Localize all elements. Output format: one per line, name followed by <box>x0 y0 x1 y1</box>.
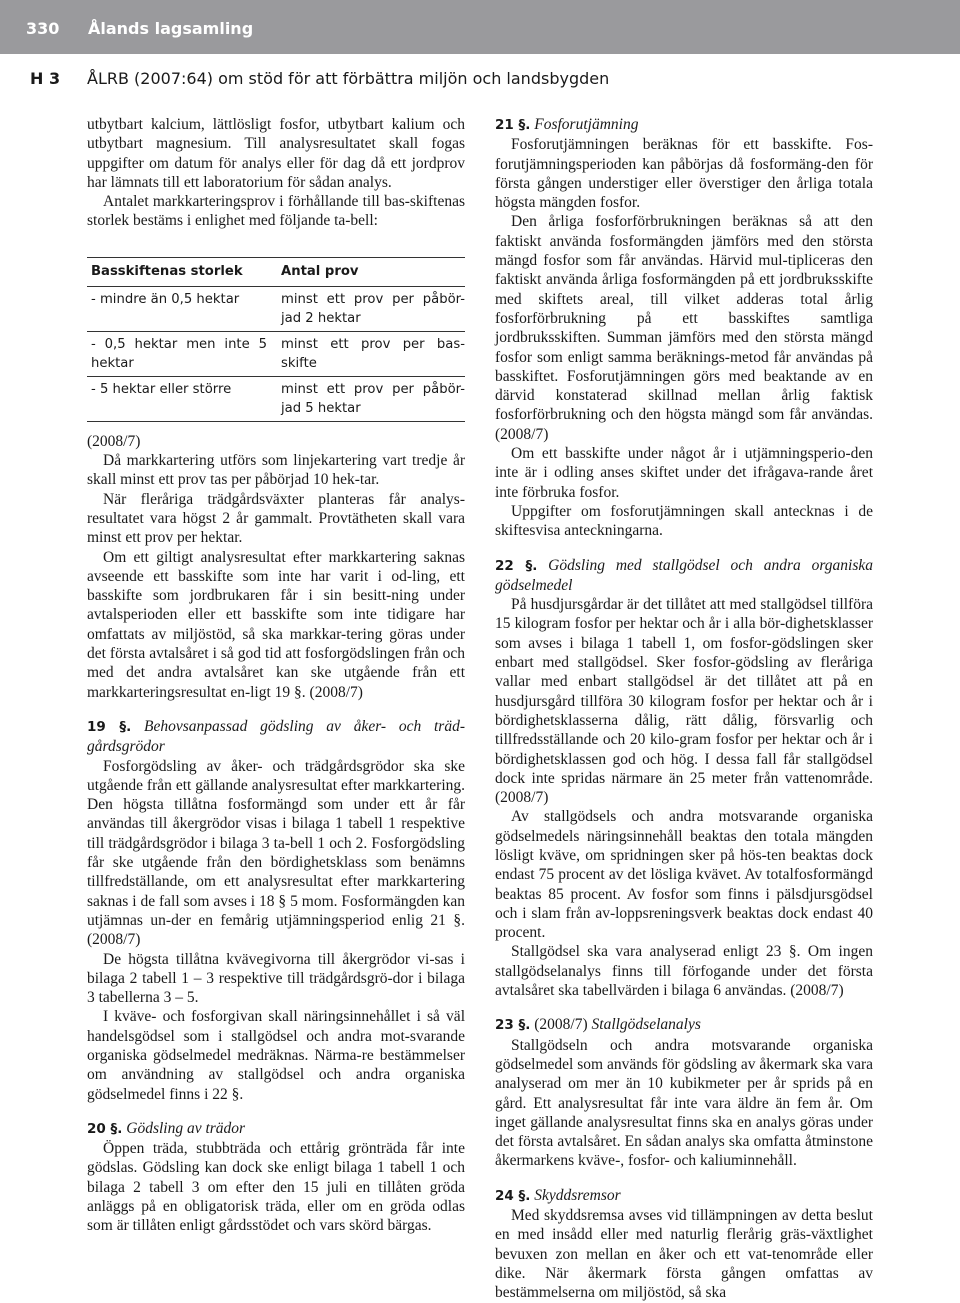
section-heading-23 <box>495 1015 873 1035</box>
section-title: Behovsanpassad gödsling av åker- och träd-gårdsgrödor <box>87 717 466 756</box>
section-number: 22 §. <box>495 557 538 574</box>
table-cell: - 0,5 hektar men inte 5 hektar <box>87 331 277 376</box>
section-number: 24 §. <box>495 1187 531 1204</box>
paragraph: Då markkartering utförs som linjekartering vart tredje år skall minst ett prov tas per påbörjad 10 hek-tar. <box>87 452 465 489</box>
section-heading-19 <box>87 717 465 757</box>
section-title: Stallgödselanalys <box>591 1016 701 1034</box>
table-cell: minst ett prov per påbör-jad 5 hektar <box>277 376 465 421</box>
table-row <box>87 376 465 421</box>
paragraph: Fosforgödsling av åker- och trädgårdsgrödor ska ske utgående från ett gällande analysresultat efter markkartering. Den högsta tillåtna fosformängd som under ett år får användas till åkergrödor visas i bilaga 1 tabell 1 respektive till trädgårdsgrödor i bilaga 3 ta-bell 1 och 2. Fosforgödsling får ske utgående från den bördighetsklass som benämns tillfredställande, om ett analysresultat efter markkartering saknas i de fall som avses i 18 § 5 mom. Fosformängden kan utjämnas un-der en femårig utjämningsperiod enlig 21 §. (2008/7) <box>87 757 465 949</box>
table-cell: minst ett prov per bas-skifte <box>277 331 465 376</box>
left-column <box>87 115 465 1236</box>
table-cell: - 5 hektar eller större <box>87 376 277 421</box>
table-header-row <box>87 257 465 286</box>
column-header: Antal prov <box>277 257 465 286</box>
section-heading-24 <box>495 1186 873 1206</box>
column-header: Basskiftenas storlek <box>87 257 277 286</box>
table-row <box>87 331 465 376</box>
table-row <box>87 286 465 331</box>
paragraph: I kväve- och fosforgivan skall näringsinnehållet i så väl handelsgödsel som i stallgödsel och andra mot-svarande organiska gödselmedel medräknas. Närma-re bestämmelser om användning av stallgödsel och andra organiska gödselmedel finns i 22 §. <box>87 1008 465 1103</box>
paragraph: Öppen träda, stubbträda och ettårig grönträda får inte gödslas. Gödsling kan dock ske enligt bilaga 1 tabell 1 och bilaga 2 tabell 3 om efter den 15 juli en tillåten gröda anläggs på en obligatorisk träda, eller om en gröda odlas som är tillåten enligt gårdsstödet och vars skörd bärgas. <box>87 1140 465 1235</box>
paragraph: Med skyddsremsa avses vid tillämpningen av detta beslut en med insådd eller med naturlig flerårig gräs-växtlighet bevuxen zon mellan en åker och ett vat-tenområde eller dike. När åkermark första gången omfattas av bestämmelserna om miljöstöd, så ska <box>495 1207 873 1302</box>
paragraph: De högsta tillåtna kvävegivorna till åkergrödor vi-sas i bilaga 2 tabell 1 – 3 respektive till trädgårdsgrö-dor i bilaga 3 tabellerna 3 – 5. <box>87 950 465 1007</box>
section-title: Gödsling med stallgödsel och andra organiska gödselmedel <box>495 556 874 594</box>
paragraph: Antalet markkarteringsprov i förhållande till bas-skiftenas storlek bestäms i enlighet med följande ta-bell: <box>87 193 465 230</box>
table-cell: - mindre än 0,5 hektar <box>87 286 277 331</box>
paragraph: Uppgifter om fosforutjämningen skall antecknas i de skiftesvisa anteckningarna. <box>495 502 873 540</box>
section-heading-22 <box>495 556 873 596</box>
sampling-table <box>87 257 465 422</box>
paragraph: Av stallgödsels och andra motsvarande organiska gödselmedels näringsinnehåll beaktas den totala mängden lösligt kväve, om spridningen sker på hös-ten beaktas dock endast 75 procent av det lösliga kvävet. Av totalfosformängd beaktas 85 procent. Av fosfor som finns i pälsdjursgödsel och i slam från av-loppsreningsverk beaktas dock endast 40 procent. <box>495 808 873 942</box>
paragraph: Den årliga fosforförbrukningen beräknas så att den faktiskt använda fosformängden jämförs med den största mängd fosfor som får användas. Härvid mul-tipliceras den faktiskt använda årliga fosformängden på ett jordbruksskifte med skiftets areal, till vilket adderas total årlig fosforförbrukning på ett basskiftes samtliga jordbruksskiften. Summan jämförs med den största mängd fosfor som enligt samma beräknings-metod får användas på basskiftet. Fosforutjämningen görs med beaktande av en därvid konstaterad skillnad mellan årlig faktisk fosforförbrukning och den högsta mängd som får användas. (2008/7) <box>495 213 873 443</box>
paragraph: Stallgödsel ska vara analyserad enligt 23 §. Om ingen stallgödselanalys finns till förfogande under det första avtalsåret ska tabellvärden i bilaga 6 användas. (2008/7) <box>495 943 873 1000</box>
paragraph: Om ett giltigt analysresultat efter markkartering saknas avseende ett basskifte som inte har varit i od-ling, ett basskifte som jordbrukaren får i sin besitt-ning under avtalsperioden eller ett basskifte som inte tidigare har omfattats av miljöstöd, så ska markkar-tering göras under det första avtalsåret i så god tid att fosforgödslingen från och med det andra avtalsåret kan ske utgående från ett markkarteringsresultat en-ligt 19 §. (2008/7) <box>87 548 465 701</box>
paragraph: Om ett basskifte under något år i utjämningsperio-den inte är i odling anses skiftet under det ifrågava-rande året inte förbruka fosfor. <box>495 445 873 501</box>
paragraph: utbytbart kalcium, lättlösligt fosfor, utbytbart kalium och utbytbart magnesium. Till analysresultatet skall fogas uppgifter om datum för analys eller för dag då ett jordprov har lämnats till ett laboratorium för sådan analys. <box>87 116 465 191</box>
law-title: ÅLRB (2007:64) om stöd för att förbättra miljön och landsbygden <box>87 69 610 88</box>
page-number: 330 <box>26 19 60 38</box>
paragraph: På husdjursgårdar är det tillåtet att med stallgödsel tillföra 15 kilogram fosfor per hektar och år i alla bör-dighetsklasser som avses i bilaga 1 tabell 1, om fosfor-gödslingen sker enbart med stallgödsel. Sker fosfor-gödsling av fleråriga vallar med enbart stallgödsel är det tillåtet att på en husdjursgård tillföra 30 kilogram fosfor per hektar och år i bördighetsklasserna dålig, rätt dålig, försvarlig och tillfredsställande och 20 kilo-gram fosfor per hektar och år i bördighetsklassen god och hög. I dessa fall får stallgödsel dock inte spridas närmare än 25 meter från vattenområde. (2008/7) <box>495 596 873 807</box>
section-number: 23 §. <box>495 1017 531 1034</box>
paragraph: Fosforutjämningen beräknas för ett basskifte. Fos-forutjämningsperioden kan påbörjas då fosformäng-den för första gången understiger eller överstiger den årliga totala högsta mängden fosfor. <box>495 136 873 212</box>
right-column <box>495 115 873 1303</box>
paragraph: Stallgödseln och andra motsvarande organiska gödselmedel som används för gödsling av åkermark ska vara analyserad om mer än 10 kubikmeter per år sprids på en gård. Ett analysresultat får inte vara äldre än fem år. Om inget gällande analysresultat finns ska en analys göras under det första avtalsåret. En sådan analys ska omfatta åtminstone åkermarkens kväve-, fosfor- och kaliuminnehåll. <box>495 1036 873 1170</box>
section-title: Skyddsremsor <box>534 1186 621 1204</box>
section-number: 20 §. <box>87 1120 123 1137</box>
table-cell: minst ett prov per påbör-jad 2 hektar <box>277 286 465 331</box>
paragraph: När fleråriga trädgårdsväxter planteras får analys-resultatet vara högst 2 år gammalt. Provtätheten skall vara minst ett prov per hektar. <box>87 490 465 547</box>
page-header-bar <box>0 0 960 54</box>
section-title: Fosforutjämning <box>534 116 639 133</box>
section-number: 21 §. <box>495 117 531 133</box>
amendment-ref: (2008/7) <box>534 1016 588 1034</box>
publication-title: Ålands lagsamling <box>88 19 254 38</box>
section-title: Gödsling av trädor <box>126 1119 246 1137</box>
paragraph: (2008/7) <box>87 432 141 450</box>
section-code: H 3 <box>30 69 61 88</box>
section-heading-20 <box>87 1119 465 1139</box>
section-heading-21 <box>495 115 873 135</box>
law-subheader <box>0 68 960 90</box>
section-number: 19 §. <box>87 718 132 735</box>
